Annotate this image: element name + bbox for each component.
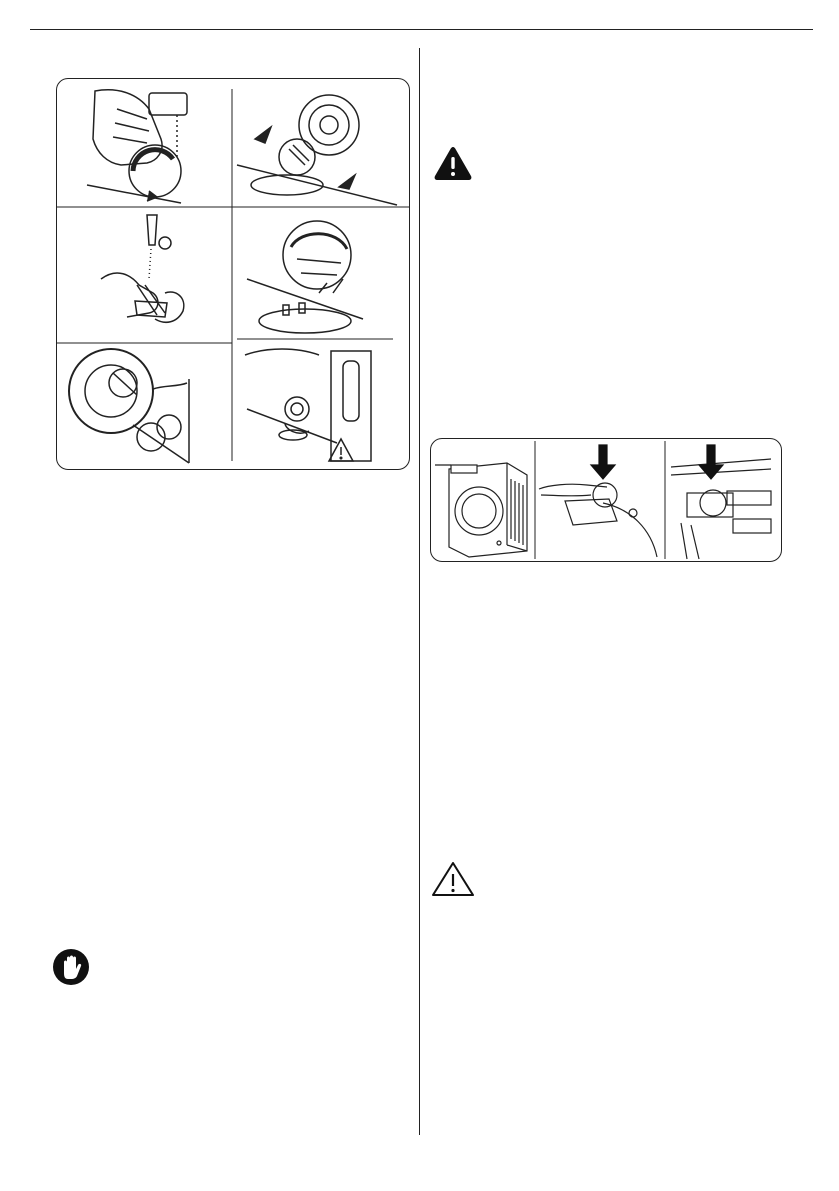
drain-water-icon (245, 349, 371, 461)
dispenser-cleaning-figure (430, 438, 782, 562)
remove-pump-cover-icon (87, 90, 187, 203)
top-rule (30, 29, 813, 30)
filter-cleaning-illustration (57, 79, 409, 469)
filter-housing-icon (247, 221, 363, 333)
rinse-filter-icon (101, 215, 184, 322)
filter-cleaning-figure (56, 78, 410, 470)
filter-disassembly-icon (237, 95, 397, 205)
filled-warning-triangle-icon (433, 145, 473, 181)
outline-warning-triangle-icon (430, 860, 476, 898)
dispenser-cleaning-illustration (431, 439, 781, 561)
warning-triangle-small-icon (329, 439, 353, 461)
stop-hand-icon (52, 948, 90, 986)
dispenser-arrow-icon (671, 445, 771, 559)
siphon-press-icon (539, 445, 657, 557)
column-divider (419, 48, 420, 1135)
refit-cover-icon (69, 349, 189, 463)
machine-dispenser-icon (435, 463, 527, 557)
